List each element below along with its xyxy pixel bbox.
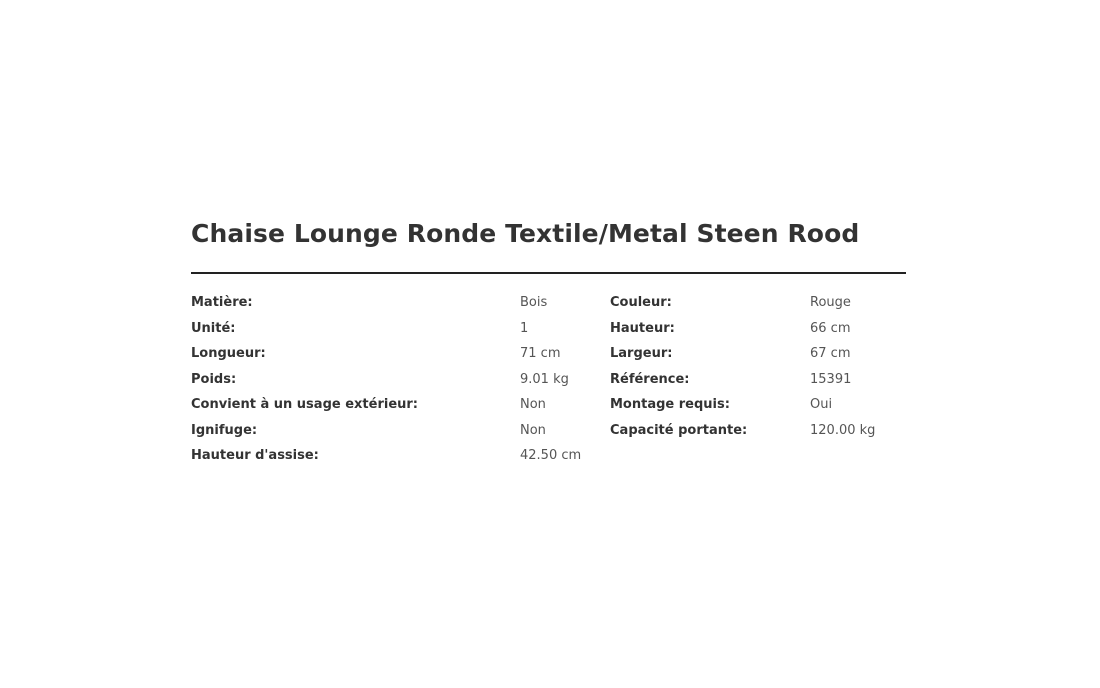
spec-label-height: Hauteur:: [610, 320, 675, 336]
spec-value-height: 66 cm: [810, 320, 851, 336]
spec-label-fireproof: Ignifuge:: [191, 422, 258, 438]
spec-value-weight: 9.01 kg: [520, 371, 569, 387]
spec-value-color: Rouge: [810, 295, 851, 311]
product-title: Chaise Lounge Ronde Textile/Metal Steen Rood: [191, 219, 860, 248]
spec-label-load-capacity: Capacité portante:: [610, 422, 748, 438]
spec-label-assembly-required: Montage requis:: [610, 397, 730, 413]
spec-label-length: Longueur:: [191, 346, 266, 362]
spec-value-load-capacity: 120.00 kg: [810, 422, 876, 438]
spec-label-seat-height: Hauteur d'assise:: [191, 448, 319, 464]
spec-label-unit: Unité:: [191, 320, 236, 336]
spec-label-weight: Poids:: [191, 371, 237, 387]
spec-value-width: 67 cm: [810, 346, 851, 362]
spec-label-width: Largeur:: [610, 346, 673, 362]
spec-value-outdoor-use: Non: [520, 397, 546, 413]
spec-label-outdoor-use: Convient à un usage extérieur:: [191, 397, 418, 413]
spec-value-material: Bois: [520, 295, 548, 311]
spec-value-assembly-required: Oui: [810, 397, 833, 413]
spec-value-length: 71 cm: [520, 346, 561, 362]
spec-value-seat-height: 42.50 cm: [520, 448, 582, 464]
specs-table: [191, 290, 906, 469]
spec-value-unit: 1: [520, 320, 529, 336]
product-specifications: [191, 215, 906, 469]
spec-value-fireproof: Non: [520, 422, 546, 438]
title-divider: [191, 272, 906, 274]
spec-value-reference: 15391: [810, 371, 852, 387]
spec-label-material: Matière:: [191, 295, 253, 311]
spec-label-reference: Référence:: [610, 371, 690, 387]
spec-label-color: Couleur:: [610, 295, 672, 311]
